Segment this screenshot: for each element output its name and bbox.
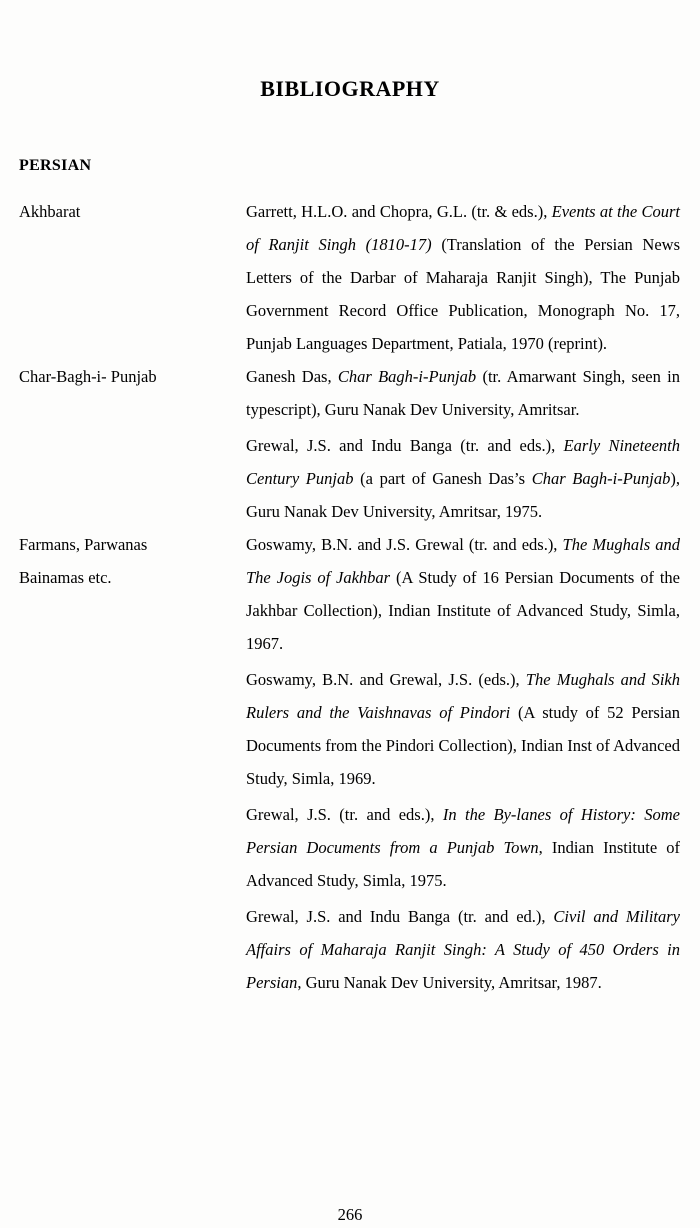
- reference-text: Goswamy, B.N. and J.S. Grewal (tr. and eds.),: [246, 535, 563, 554]
- bibliography-entry: [0, 528, 700, 999]
- entry-label: [19, 195, 234, 228]
- entry-label-line: Char-Bagh-i- Punjab: [19, 367, 157, 386]
- reference-text: ), Guru Nanak Dev University, Amritsar, 1975.: [246, 469, 680, 521]
- entry-label-line: Bainamas etc.: [19, 568, 112, 587]
- entry-references: [246, 195, 680, 360]
- bibliography-reference: [246, 429, 680, 528]
- reference-text: Grewal, J.S. and Indu Banga (tr. and ed.),: [246, 907, 554, 926]
- bibliography-reference: [246, 663, 680, 795]
- bibliography-entry: [0, 195, 700, 360]
- reference-title-italic: Events at the Court of Ranjit Singh (1810-17): [246, 202, 680, 254]
- reference-text: (A Study of 16 Persian Documents of the Jakhbar Collection), Indian Institute of Advanced Study, Simla, 1967.: [246, 568, 680, 653]
- reference-title-italic: Early Nineteenth Century Punjab: [246, 436, 680, 488]
- reference-text: Grewal, J.S. and Indu Banga (tr. and eds.),: [246, 436, 564, 455]
- reference-text: Ganesh Das,: [246, 367, 338, 386]
- reference-text: (Translation of the Persian News Letters of the Darbar of Maharaja Ranjit Singh), The Punjab Government Record Office Publication, Monograph No. 17, Punjab Languages Department, Patiala, 1970 (reprint).: [246, 235, 680, 353]
- page-title: BIBLIOGRAPHY: [260, 76, 440, 101]
- reference-text: Grewal, J.S. (tr. and eds.),: [246, 805, 443, 824]
- entry-references: [246, 528, 680, 999]
- reference-title-italic: The Mughals and Sikh Rulers and the Vaishnavas of Pindori: [246, 670, 680, 722]
- entry-references: [246, 360, 680, 528]
- page-number: 266: [337, 1205, 363, 1224]
- reference-text: Garrett, H.L.O. and Chopra, G.L. (tr. & eds.),: [246, 202, 552, 221]
- bibliography-entry-list: [0, 195, 700, 999]
- reference-text: Goswamy, B.N. and Grewal, J.S. (eds.),: [246, 670, 526, 689]
- entry-label: [19, 360, 234, 393]
- reference-title-italic: In the By-lanes of History: Some Persian Documents from a Punjab Town: [246, 805, 680, 857]
- reference-text: (a part of Ganesh Das’s: [353, 469, 532, 488]
- reference-title-italic: Char Bagh-i-Punjab: [531, 469, 671, 488]
- reference-text: , Indian Institute of Advanced Study, Simla, 1975.: [246, 838, 680, 890]
- reference-title-italic: The Mughals and The Jogis of Jakhbar: [246, 535, 681, 587]
- bibliography-entry: [0, 360, 700, 528]
- bibliography-reference: [246, 798, 680, 897]
- reference-title-italic: Civil and Military Affairs of Maharaja Ranjit Singh: A Study of 450 Orders in Persian: [246, 907, 680, 992]
- reference-text: , Guru Nanak Dev University, Amritsar, 1987.: [297, 973, 602, 992]
- section-heading-persian: PERSIAN: [19, 157, 92, 174]
- bibliography-reference: [246, 528, 680, 660]
- bibliography-reference: [246, 360, 680, 426]
- entry-label-line: Akhbarat: [19, 202, 81, 221]
- reference-title-italic: Char Bagh-i-Punjab: [337, 367, 477, 386]
- entry-label-line: Farmans, Parwanas: [19, 535, 148, 554]
- bibliography-reference: [246, 900, 680, 999]
- reference-text: (tr. Amarwant Singh, seen in typescript), Guru Nanak Dev University, Amritsar.: [246, 367, 680, 419]
- entry-label: [19, 528, 234, 594]
- bibliography-reference: [246, 195, 680, 360]
- reference-text: (A study of 52 Persian Documents from the Pindori Collection), Indian Inst of Advanced Study, Simla, 1969.: [246, 703, 680, 788]
